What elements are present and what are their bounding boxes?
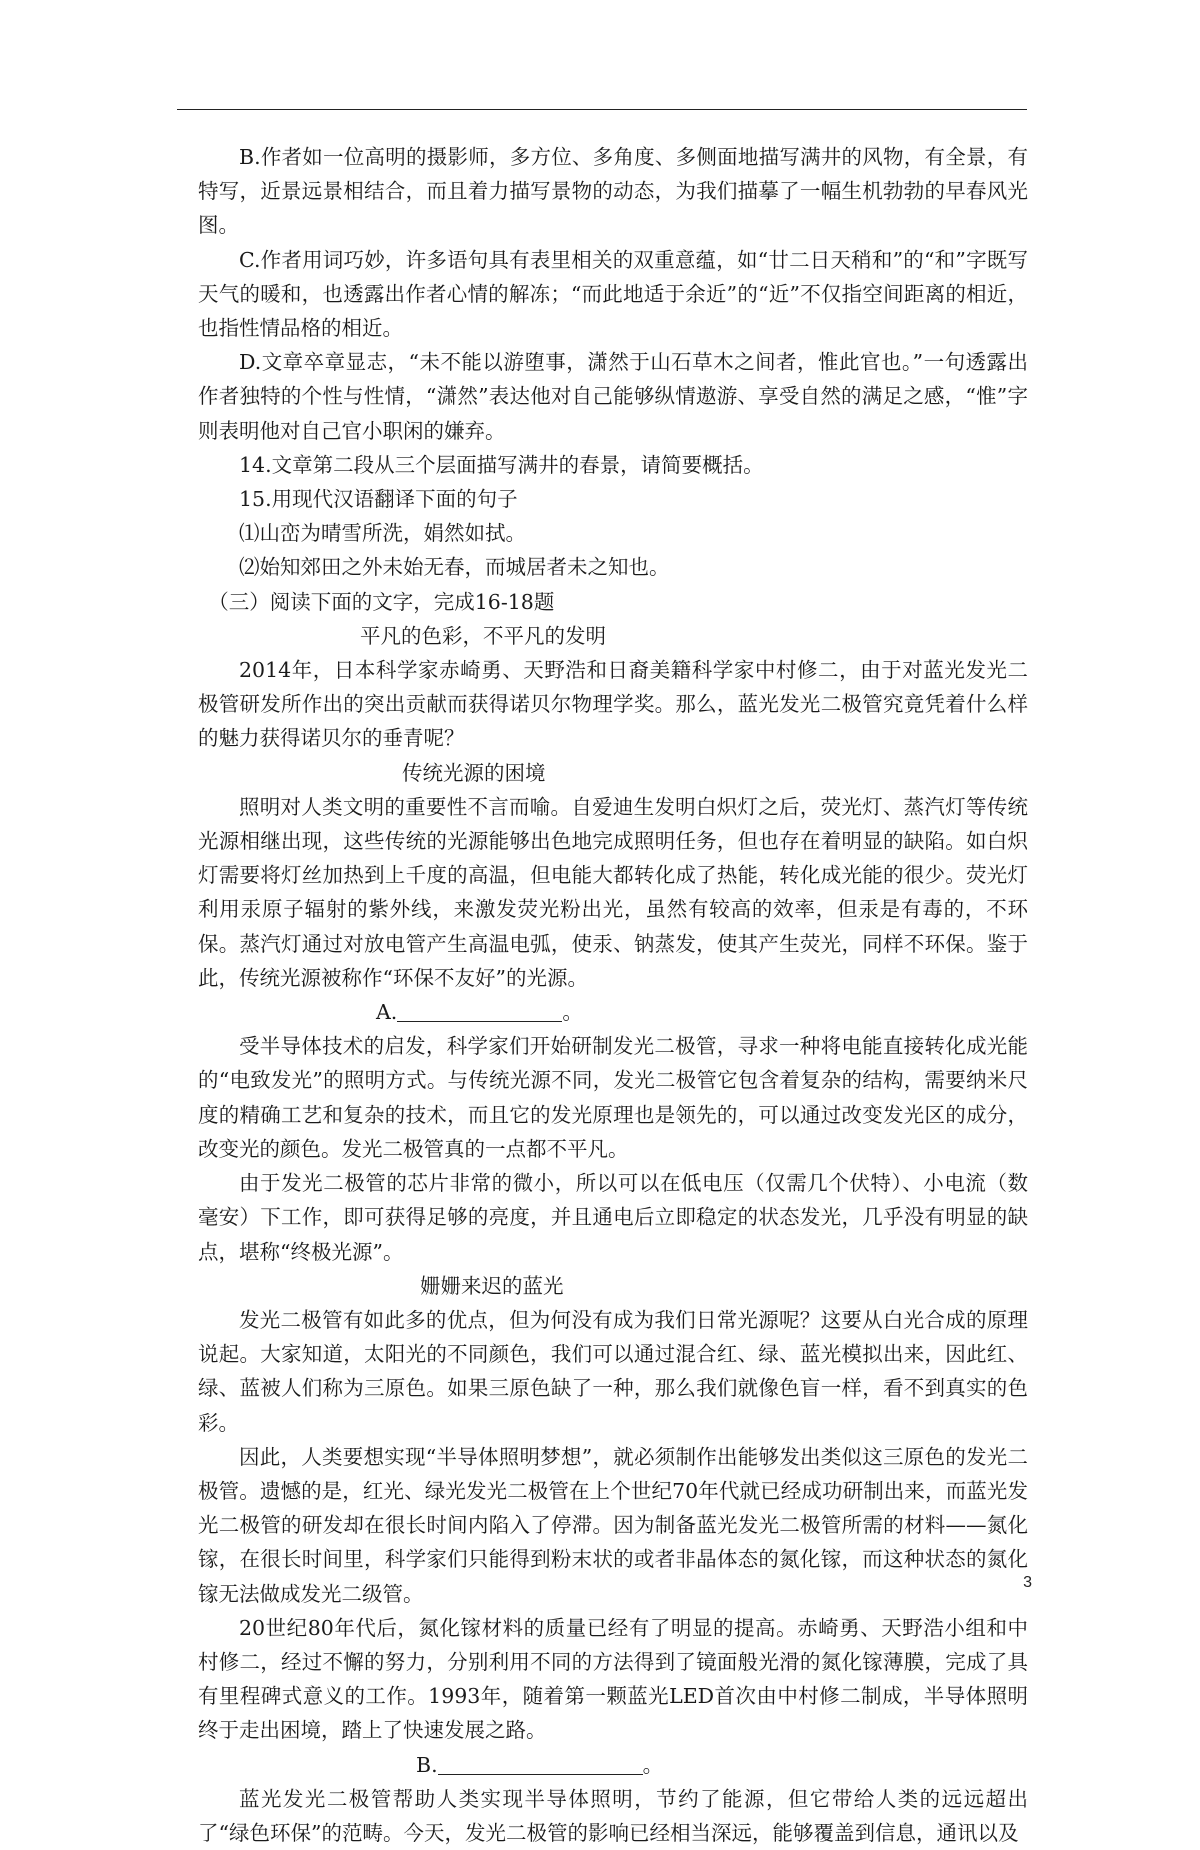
fill-blank-a [198,995,1028,1029]
paragraph: 2014年，日本科学家赤崎勇、天野浩和日裔美籍科学家中村修二，由于对蓝光发光二极管研发所作出的突出贡献而获得诺贝尔物理学奖。那么，蓝光发光二极管究竟凭着什么样的魅力获得诺贝尔的垂青呢？ [198,658,1028,751]
answer-blank-a[interactable] [397,999,562,1022]
answer-blank-b[interactable] [438,1752,643,1775]
paragraph: 15.用现代汉语翻译下面的句子 [239,487,518,512]
paragraph: 发光二极管有如此多的优点，但为何没有成为我们日常光源呢？这要从白光合成的原理说起。大家知道，太阳光的不同颜色，我们可以通过混合红、绿、蓝光模拟出来，因此红、绿、蓝被人们称为三原色。如果三原色缺了一种，那么我们就像色盲一样，看不到真实的色彩。 [198,1307,1028,1435]
text-block-1 [198,140,1028,995]
blank-b-label: B. [416,1752,438,1777]
section-heading: 传统光源的困境 [402,760,546,785]
paragraph: 蓝光发光二极管帮助人类实现半导体照明，节约了能源，但它带给人类的远远超出了“绿色环保”的范畴。今天，发光二极管的影响已经相当深远，能够覆盖到信息，通讯以及 [198,1786,1028,1845]
blank-b-end: 。 [642,1752,664,1777]
header-rule [177,109,1027,110]
paragraph: （三）阅读下面的文字，完成16-18题 [208,589,555,614]
document-body [198,140,1028,1850]
paragraph: C.作者用词巧妙，许多语句具有表里相关的双重意蕴，如“廿二日天稍和”的“和”字既写天气的暖和，也透露出作者心情的解冻；“而此地适于余近”的“近”不仅指空间距离的相近，也指性情品格的相近。 [198,247,1028,341]
text-block-3 [198,1782,1028,1850]
paragraph: 14.文章第二段从三个层面描写满井的春景，请简要概括。 [239,452,764,477]
blank-a-label: A. [376,1000,398,1025]
blank-a-end: 。 [562,1000,583,1025]
paragraph: ⑴山峦为晴雪所洗，娟然如拭。 [239,521,526,546]
paragraph: ⑵始知郊田之外未始无春，而城居者未之知也。 [239,555,670,580]
paragraph: D.文章卒章显志，“未不能以游堕事，潇然于山石草木之间者，惟此官也。”一句透露出作者独特的个性与性情，“潇然”表达他对自己能够纵情遨游、享受自然的满足之感，“惟”字则表明他对自己官小职闲的嫌弃。 [198,350,1028,443]
fill-blank-b [198,1748,1028,1782]
paragraph: B.作者如一位高明的摄影师，多方位、多角度、多侧面地描写满井的风物，有全景，有特写，近景远景相结合，而且着力描写景物的动态，为我们描摹了一幅生机勃勃的早春风光图。 [198,145,1028,238]
paragraph: 由于发光二极管的芯片非常的微小，所以可以在低电压（仅需几个伏特）、小电流（数毫安）下工作，即可获得足够的亮度，并且通电后立即稳定的状态发光，几乎没有明显的缺点，堪称“终极光源”。 [198,1171,1028,1264]
text-block-2 [198,1029,1028,1747]
section-heading: 姗姗来迟的蓝光 [420,1273,564,1298]
section-heading: 平凡的色彩，不平凡的发明 [360,623,606,648]
paragraph: 因此，人类要想实现“半导体照明梦想”，就必须制作出能够发出类似这三原色的发光二极管。遗憾的是，红光、绿光发光二极管在上个世纪70年代就已经成功研制出来，而蓝光发光二极管的研发却在很长时间内陷入了停滞。因为制备蓝光发光二极管所需的材料——氮化镓，在很长时间里，科学家们只能得到粉末状的或者非晶体态的氮化镓，而这种状态的氮化镓无法做成发光二级管。 [198,1444,1028,1606]
paragraph: 20世纪80年代后，氮化镓材料的质量已经有了明显的提高。赤崎勇、天野浩小组和中村修二，经过不懈的努力，分别利用不同的方法得到了镜面般光滑的氮化镓薄膜，完成了具有里程碑式意义的工作。1993年，随着第一颗蓝光LED首次由中村修二制成，半导体照明终于走出困境，踏上了快速发展之路。 [198,1615,1028,1743]
paragraph: 受半导体技术的启发，科学家们开始研制发光二极管，寻求一种将电能直接转化成光能的“电致发光”的照明方式。与传统光源不同，发光二极管它包含着复杂的结构，需要纳米尺度的精确工艺和复杂的技术，而且它的发光原理也是领先的，可以通过改变发光区的成分，改变光的颜色。发光二极管真的一点都不平凡。 [198,1034,1028,1161]
page-number: 3 [1023,1574,1032,1591]
paragraph: 照明对人类文明的重要性不言而喻。自爱迪生发明白炽灯之后，荧光灯、蒸汽灯等传统光源相继出现，这些传统的光源能够出色地完成照明任务，但也存在着明显的缺陷。如白炽灯需要将灯丝加热到上千度的高温，但电能大都转化成了热能，转化成光能的很少。荧光灯利用汞原子辐射的紫外线，来激发荧光粉出光，虽然有较高的效率，但汞是有毒的，不环保。蒸汽灯通过对放电管产生高温电弧，使汞、钠蒸发，使其产生荧光，同样不环保。鉴于此，传统光源被称作“环保不友好”的光源。 [198,794,1028,990]
